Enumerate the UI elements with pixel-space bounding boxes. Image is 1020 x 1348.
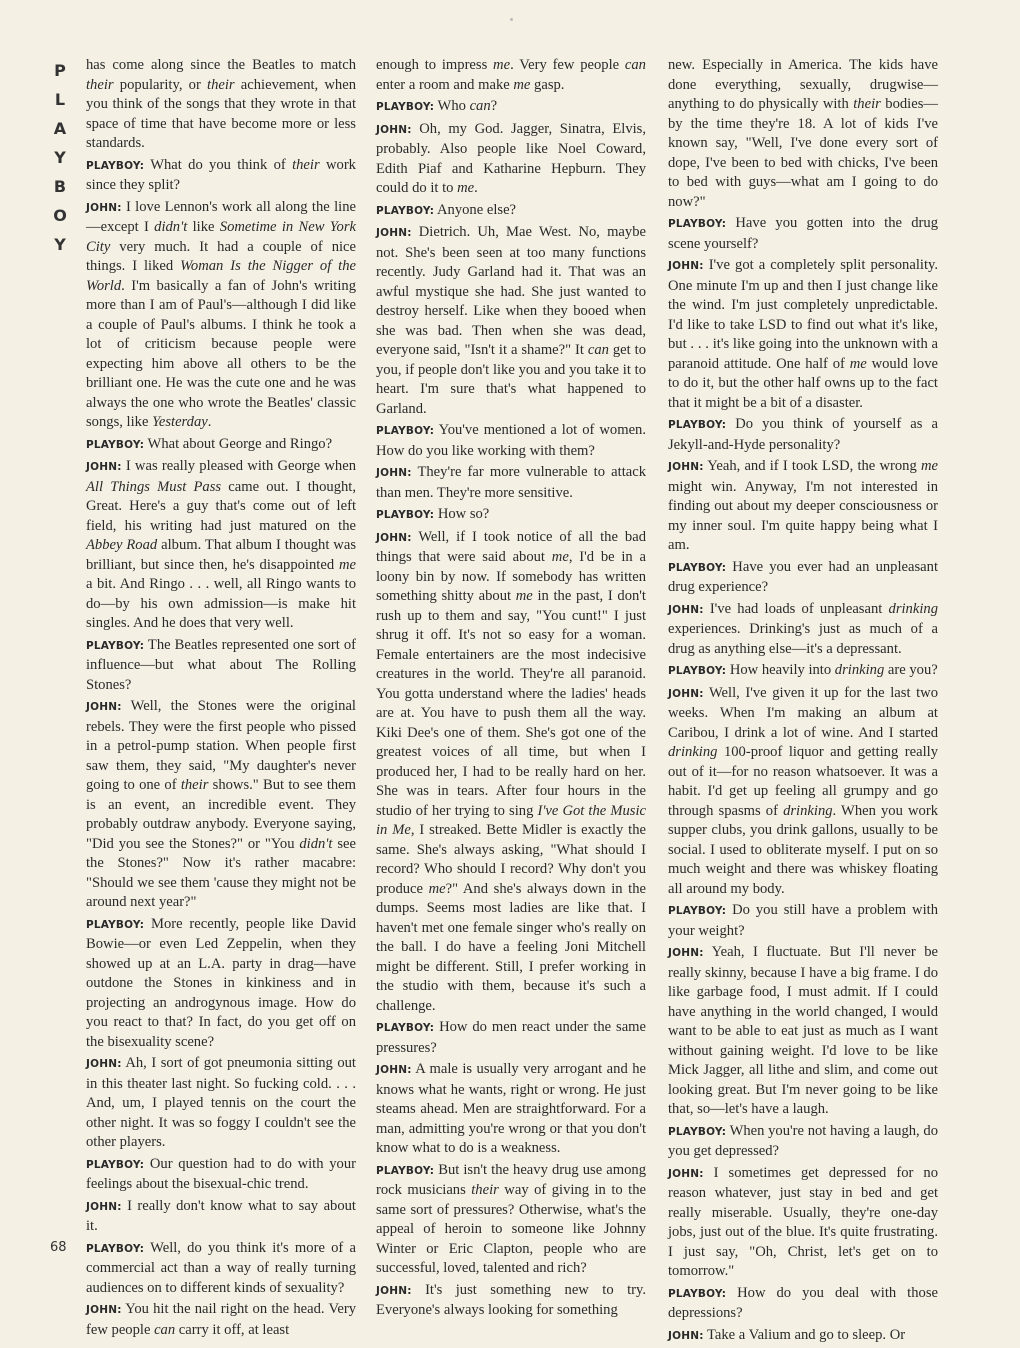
interview-paragraph: [86, 435, 356, 456]
interview-paragraph: [376, 528, 646, 1017]
paragraph-text: Our question had to do with your feelings about the bisexual-chic trend.: [86, 1155, 356, 1192]
speaker-label: JOHN:: [668, 1329, 704, 1342]
speaker-label: JOHN:: [86, 1304, 122, 1316]
paragraph-text: The Beatles represented one sort of influence—but what about The Rolling Stones?: [86, 636, 356, 693]
interview-paragraph: [86, 56, 356, 154]
interview-paragraph: [376, 1060, 646, 1159]
speaker-label: PLAYBOY:: [668, 1287, 727, 1300]
paragraph-text: I was really pleased with George when All Things Must Pass came out. I thought, Great. Here's a guy that's come out of left field, his writing had just matured on the Abbey Road album. That album I thought was brilliant, but since then, he's disappointed me a bit. And Ringo . . . well, all Ringo wants to do—by his own admission—is make hit singles. And he does that very well.: [86, 458, 356, 631]
paragraph-text: Do you think of yourself as a Jekyll-and-Hyde personality?: [668, 416, 938, 453]
speaker-label: PLAYBOY:: [668, 1125, 727, 1138]
paragraph-text: You hit the nail right on the head. Very few people can carry it off, at least: [86, 1301, 357, 1338]
paragraph-text: You've mentioned a lot of women. How do you like working with them?: [376, 422, 646, 459]
interview-paragraph: [376, 56, 646, 95]
interview-paragraph: [86, 636, 356, 696]
interview-paragraph: [668, 1326, 938, 1347]
masthead-letter: L: [54, 90, 66, 109]
speaker-label: JOHN:: [376, 1064, 412, 1076]
paragraph-text: They're far more vulnerable to attack than men. They're more sensitive.: [376, 464, 646, 501]
paragraph-text: I love Lennon's work all along the line—except I didn't like Sometime in New York City very much. It had a couple of nice things. I liked Woman Is the Nigger of the World. I'm basically a fan of John's writing more than I am of Paul's—although I did like a couple of Paul's albums. I think he took a lot of criticism because people were expecting him above all others to be the brilliant one. He was the cute one and he was always the one who wrote the Beatles' classic songs, like Yesterday.: [86, 198, 356, 430]
speaker-label: PLAYBOY:: [376, 425, 435, 437]
interview-paragraph: [376, 201, 646, 222]
speaker-label: JOHN:: [86, 461, 122, 473]
interview-paragraph: [86, 915, 356, 1053]
speaker-label: PLAYBOY:: [668, 665, 727, 677]
speaker-label: PLAYBOY:: [668, 419, 727, 431]
paragraph-text: What do you think of their work since they split?: [86, 156, 356, 193]
speaker-label: PLAYBOY:: [86, 159, 145, 172]
interview-paragraph: [376, 223, 646, 419]
paragraph-text: A male is usually very arrogant and he knows what he wants, right or wrong. He just steams ahead. Men are straightforward. For a man, admitting you're wrong or that you don't know what to do is a weakness.: [376, 1061, 646, 1156]
paragraph-text: But isn't the heavy drug use among rock musicians their way of giving in to the same sort of pressures? Otherwise, what's the appeal of heroin to someone like Johnny Winter or Eric Clapton, people who are successful, loved, talented and rich?: [376, 1161, 646, 1276]
decorative-dot: [510, 18, 513, 21]
speaker-label: PLAYBOY:: [376, 1164, 435, 1177]
interview-paragraph: [376, 505, 646, 526]
interview-paragraph: [668, 256, 938, 413]
speaker-label: PLAYBOY:: [376, 1022, 435, 1034]
paragraph-text: Have you gotten into the drug scene yourself?: [668, 215, 938, 252]
paragraph-text: I've had loads of unpleasant drinking experiences. Drinking's just as much of a drug as anything else—it's a depressant.: [668, 600, 938, 657]
paragraph-text: has come along since the Beatles to match their popularity, or their achievement, when you think of the songs that they wrote in that space of time that have become more or less standards.: [86, 57, 357, 151]
paragraph-text: How do you deal with those depressions?: [668, 1284, 938, 1321]
interview-paragraph: [376, 120, 646, 199]
paragraph-text: I've got a completely split personality. One minute I'm up and then I just change like the wind. I'm just completely unpredictable. I'd like to take LSD to find out what it's like, but . . . it's like going into the unknown with a paranoid attitude. One half of me would love to do it, but the other half owns up to the fact that it might be a bit of a disaster.: [668, 257, 938, 411]
paragraph-text: Well, the Stones were the original rebels. They were the first people who pissed in a petrol-pump station. When people first saw them, they said, "My daughter's never going to one of their shows." But to see them is an event, an incredible event. They probably outdraw anybody. Everyone saying, "Did you see the Stones?" or "You didn't see the Stones?" Now it's rather macabre: "Should we see them 'cause they might not be around next year?": [86, 698, 357, 910]
speaker-label: JOHN:: [376, 531, 412, 544]
speaker-label: PLAYBOY:: [86, 1158, 145, 1171]
masthead-letter: A: [53, 119, 67, 138]
speaker-label: JOHN:: [376, 227, 412, 239]
paragraph-text: I sometimes get depressed for no reason whatever, just stay in bed and get really miserable. Usually, they're one-day jobs, just out of the blue. It's quite frustrating. I just say, "Oh, Christ, let's get on to tomorrow.": [668, 1164, 938, 1279]
speaker-label: JOHN:: [376, 1284, 412, 1297]
speaker-label: PLAYBOY:: [376, 204, 435, 217]
paragraph-text: Anyone else?: [437, 201, 517, 218]
paragraph-text: Well, if I took notice of all the bad things that were said about me, I'd be in a loony bin by now. If somebody has written something shitty about me in the past, I don't rush up to them and say, "You cunt!" I just shrug it off. It's not so easy for a woman. Female entertainers are the most indecisive creatures in the world. They're all paranoid. You gotta understand where the ladies' heads are at. You have to push them all the way. Kiki Dee's one of them. She's got one of the greatest voices of all time, but when I produced her, I had to be really hard on her. She was in tears. After four hours in the studio of her trying to sing I've Got the Music in Me, I streaked. Bette Midler is exactly the same. She's always asking, "What should I record? Who should I record? Why don't you produce me?" And she's always down in the dumps. Seems most ladies are like that. I haven't met one female singer who's really on the ball. I do have a feeling Joni Mitchell might be different. Still, I prefer working in the studio with them, because it's such a challenge.: [376, 528, 647, 1014]
speaker-label: PLAYBOY:: [668, 561, 727, 574]
speaker-label: JOHN:: [668, 461, 704, 473]
paragraph-text: When you're not having a laugh, do you get depressed?: [668, 1122, 938, 1159]
interview-paragraph: [668, 457, 938, 556]
interview-paragraph: [86, 1197, 356, 1237]
speaker-label: PLAYBOY:: [668, 218, 727, 230]
paragraph-text: Oh, my God. Jagger, Sinatra, Elvis, probably. Also people like Noel Coward, Edith Piaf and Katharine Hepburn. They could do it to me.: [376, 120, 646, 196]
paragraph-text: How heavily into drinking are you?: [729, 662, 938, 678]
interview-paragraph: [86, 457, 356, 634]
text-column-3: [668, 56, 938, 1348]
interview-paragraph: [668, 415, 938, 455]
paragraph-text: new. Especially in America. The kids have done everything, sexually, drugwise—anything to do physically with their bodies—by the time they're 18. A lot of kids I've known say, "Well, I've done every sort of dope, I've been to bed with chicks, I've been to bed with guys—what am I going to do now?": [668, 57, 938, 210]
interview-paragraph: [86, 1054, 356, 1153]
interview-paragraph: [86, 156, 356, 196]
paragraph-text: Do you still have a problem with your weight?: [668, 902, 938, 939]
interview-paragraph: [668, 901, 938, 941]
paragraph-text: I really don't know what to say about it.: [86, 1197, 356, 1234]
masthead-letter: B: [53, 177, 67, 196]
text-column-1: [86, 56, 356, 1342]
masthead-letter: Y: [54, 235, 66, 254]
speaker-label: JOHN:: [668, 687, 704, 700]
paragraph-text: What about George and Ringo?: [147, 435, 333, 452]
speaker-label: JOHN:: [86, 701, 122, 713]
page-number: 68: [50, 1240, 67, 1255]
paragraph-text: Yeah, and if I took LSD, the wrong me might win. Anyway, I'm not interested in finding out about my deeper consciousness or my inner soul. I'm quite happy being what I am.: [668, 458, 939, 553]
speaker-label: JOHN:: [668, 260, 704, 272]
speaker-label: JOHN:: [376, 467, 412, 479]
speaker-label: PLAYBOY:: [376, 509, 435, 521]
interview-paragraph: [376, 1161, 646, 1279]
interview-paragraph: [668, 600, 938, 660]
interview-paragraph: [668, 1122, 938, 1162]
interview-paragraph: [376, 463, 646, 503]
interview-paragraph: [668, 214, 938, 254]
interview-paragraph: [376, 97, 646, 118]
speaker-label: JOHN:: [86, 1200, 122, 1213]
paragraph-text: Take a Valium and go to sleep. Or: [707, 1326, 906, 1343]
interview-paragraph: [86, 1300, 356, 1340]
interview-paragraph: [668, 56, 938, 212]
speaker-label: PLAYBOY:: [86, 918, 145, 931]
interview-paragraph: [668, 684, 938, 900]
interview-paragraph: [668, 661, 938, 682]
interview-paragraph: [668, 943, 938, 1120]
interview-paragraph: [86, 1239, 356, 1299]
speaker-label: PLAYBOY:: [86, 438, 145, 451]
paragraph-text: How do men react under the same pressures?: [376, 1019, 647, 1056]
paragraph-text: How so?: [437, 506, 490, 522]
speaker-label: JOHN:: [86, 201, 122, 214]
speaker-label: JOHN:: [376, 123, 412, 136]
speaker-label: JOHN:: [668, 1167, 704, 1180]
speaker-label: PLAYBOY:: [86, 639, 145, 652]
interview-paragraph: [86, 1155, 356, 1195]
paragraph-text: Well, I've given it up for the last two weeks. When I'm making an album at Caribou, I drink a lot of wine. And I started drinking 100-proof liquor and getting really out of it—for no reason whatsoever. It was a habit. I'd get up feeling all grumpy and go through spasms of drinking. When you work supper clubs, you drink gallons, usually to be social. I used to obliterate myself. I put on so much weight and there was whiskey floating all around my body.: [668, 684, 939, 897]
speaker-label: JOHN:: [86, 1058, 122, 1070]
speaker-label: PLAYBOY:: [668, 905, 727, 917]
speaker-label: JOHN:: [668, 603, 704, 616]
paragraph-text: Ah, I sort of got pneumonia sitting out in this theater last night. So fucking cold. . . . And, um, I played tennis on the court the other night. It was so foggy I couldn't see the other players.: [86, 1055, 356, 1150]
text-column-2: [376, 56, 646, 1323]
interview-paragraph: [376, 1018, 646, 1058]
paragraph-text: Have you ever had an unpleasant drug experience?: [668, 558, 938, 595]
magazine-masthead-vertical: [48, 56, 72, 259]
paragraph-text: Dietrich. Uh, Mae West. No, maybe not. She's been seen at too many functions recently. Judy Garland had it. That was an awful mystique she had. She just wanted to destroy herself. Like when they booed when she was bad. Then when she was dead, everyone said, "Isn't it a shame?" It can get to you, if people don't like you and you take it to heart. I'm sure that's what happened to Garland.: [376, 224, 646, 417]
speaker-label: JOHN:: [668, 947, 704, 959]
interview-paragraph: [668, 1284, 938, 1324]
paragraph-text: enough to impress me. Very few people can enter a room and make me gasp.: [376, 57, 646, 93]
masthead-letter: O: [53, 206, 67, 225]
masthead-letter: Y: [54, 148, 66, 167]
interview-paragraph: [376, 1281, 646, 1321]
interview-paragraph: [86, 198, 356, 433]
speaker-label: PLAYBOY:: [376, 101, 435, 113]
paragraph-text: Yeah, I fluctuate. But I'll never be really skinny, because I have a big frame. I do like garbage food, I must admit. If I could have anything in the world changed, I would want to be able to eat just as much as I want without gaining weight. I'd love to be like Mick Jagger, all lithe and slim, and come out looking great. But I'm never going to be like that, so—let's have a laugh.: [668, 944, 939, 1117]
interview-paragraph: [376, 421, 646, 461]
masthead-letter: P: [54, 61, 66, 80]
paragraph-text: Who can?: [437, 98, 498, 114]
paragraph-text: Well, do you think it's more of a commercial act than a way of really turning audiences on to different kinds of sexuality?: [86, 1239, 356, 1296]
speaker-label: PLAYBOY:: [86, 1242, 145, 1255]
paragraph-text: More recently, people like David Bowie—or even Led Zeppelin, when they showed up at an L.A. party in drag—have outdone the Stones in kinkiness and in projecting an androgynous image. How do you react to that? In fact, do you get off on the bisexuality scene?: [86, 915, 356, 1050]
paragraph-text: It's just something new to try. Everyone's always looking for something: [376, 1281, 646, 1318]
interview-paragraph: [86, 697, 356, 913]
interview-paragraph: [668, 558, 938, 598]
interview-paragraph: [668, 1164, 938, 1282]
